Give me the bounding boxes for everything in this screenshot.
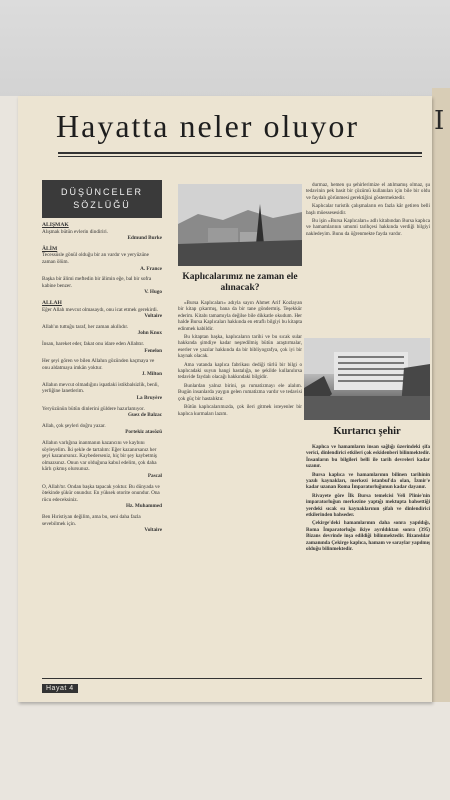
quote-item	[42, 514, 162, 534]
quote-author: A. France	[140, 265, 162, 272]
footer-rule	[42, 678, 422, 679]
paragraph: Bu kitaptan başka, kaplıcaların tarihi ve bu sıcak sular hakkında şimdiye kadar neşredilmiş bütün araştırmalar, eserler ve yazılar hakkında da bir bibliyografya, çok iyi bir kaynak olacak.	[178, 334, 302, 360]
paragraph: durmaz, hemen şu şehirlerimize el atılmamış olmaz, şu tedavinin pek basit bir çözümü kullanılan için bile bir oldu ve faydalı görünmesi gerektiğini göstermektedir.	[306, 182, 430, 201]
quote-item	[42, 324, 162, 337]
quote-item	[42, 382, 162, 402]
quote-keyword: ALLAH	[42, 299, 62, 306]
quote-text: Eğer Allah mevcut olmasaydı, onu icat etmek gerekirdi.	[42, 306, 158, 313]
paragraph: Kaplıca ve hamamların insan sağlığı üzerindeki şifa verici, dinlendirici etkileri çok eskidenberi bilinmektedir. İnsanların bu bilgileri belli ile tarih devreleri kadar uzanır.	[306, 444, 430, 470]
quote-author: Edmund Burke	[127, 235, 162, 242]
quote-item	[42, 358, 162, 378]
quote-author: Fenelon	[144, 347, 162, 354]
quote-item	[42, 423, 162, 436]
quote-text: Alışmak bütün evlerin dindiriri.	[42, 228, 108, 235]
sidebar-header	[42, 180, 162, 218]
quote-author: J. Milton	[141, 371, 162, 378]
quote-item	[42, 341, 162, 354]
quote-author: Voltaire	[144, 527, 162, 534]
next-page-letter: I	[434, 106, 445, 136]
paragraph: Bursa kaplıca ve hamamlarının bilinen tarihinin yazılı kaynakları, merkezi istanbul'da olan, İzmir'e kadar uzanan Roma İmparatorluğunun kadar dayanır.	[306, 471, 430, 491]
quote-author: Hz. Muhammed	[125, 503, 162, 510]
paragraph: Rivayete göre İlk Bursa temelcisi Veli Plinie'nin imparatorluğun merkezine yaptığı mektupta bahsettiği yerdeki sıcak su kaynaklarının şifalı ve dinlendirici etkilerinden bahseder.	[306, 492, 430, 519]
sidebar-title-line2: SÖZLÜĞÜ	[73, 200, 131, 210]
city-photo	[178, 184, 302, 266]
sidebar-quotes	[42, 222, 162, 534]
quote-keyword: ALIŞMAK	[42, 222, 69, 228]
quote-text: Tecessüsle gönül olduğu bir an vardır ve yeryüzüne zaman ölüm.	[42, 252, 149, 265]
sidebar-dictionary	[42, 180, 162, 680]
quote-author: Guez de Balzac	[128, 412, 162, 419]
article1-subhead: Kaplıcalarımız ne zaman ele alınacak?	[182, 272, 298, 293]
article1-column-b	[306, 182, 430, 332]
paragraph: Kaplıcalar turistik çalışmaların en fazla kâr getiren belli başlı müessesesidir.	[306, 203, 430, 216]
quote-author: John Knox	[137, 330, 162, 337]
quote-text: Allahın varlığına inanmanın kazancını ve kaybını söyleyelim. İki şekle de tartalım: Eğer kazanırsanız her şeyi kazanırsınız. Kaybederseniz, hiç bir şey kaybetmiş olmazsınız. Onun var olduğuna kabul edelim, çok daha kârlı çıkmış olursunuz.	[42, 440, 157, 473]
quote-text: Yeryüzünün bütün dinlerini güldere hazırlamıyor.	[42, 405, 145, 412]
quote-text: Başka bir âlimi meftedin bir âlimin eğe, bal bir sofra kabine benzer.	[42, 276, 152, 289]
background-top	[0, 0, 450, 96]
quote-keyword: ÂLİM	[42, 245, 58, 252]
quote-item	[42, 484, 162, 510]
headline-rule-thin	[58, 156, 422, 157]
quote-text: Allahın mevcut olmadığını ispatlaki istikbalsizlik, benli, yerliğine lanetlerim.	[42, 381, 159, 395]
page-headline: Hayatta neler oluyor	[56, 108, 359, 144]
quote-item	[42, 276, 162, 296]
quote-item	[42, 406, 162, 419]
article2-column	[306, 444, 430, 674]
magazine-page	[18, 96, 432, 702]
quote-item	[42, 222, 162, 242]
quote-item	[42, 246, 162, 272]
quote-text: Her şeyi gören ve bilen Allahın gözünden kaçmaya ve onu aldatmaya imkân yoktur.	[42, 358, 155, 371]
quote-text: Allah'ın tuttuğu taraf, her zaman akıllıdır.	[42, 323, 129, 330]
quote-author: La Bruyère	[136, 395, 162, 402]
article2-subhead: Kurtarıcı şehir	[333, 426, 401, 437]
quote-text: İnsan, hareket eder, fakat onu idare eden Allahtır.	[42, 340, 145, 347]
quote-text: Allah, çok şeyleri doğru yazar.	[42, 422, 106, 429]
sidebar-title-line1: DÜŞÜNCELER	[60, 187, 143, 197]
quote-author: Portekiz atasözü	[125, 429, 162, 436]
quote-text: O, Allah'tır. Ondan başka tapacak yoktur. Bu dünyada ve ötekinde şükür onundur. En yüksek otorite onundur. Ona rücu edeceksiniz.	[42, 483, 160, 503]
paragraph: Bunlardan yalnız birini, şu rumatizmayı ele alalım. Bugün insanlarda yaygın gelen rumatizma vardır ve tedavisi çok güç bir hastalıktır.	[178, 382, 302, 402]
quote-author: Pascal	[147, 473, 162, 479]
quote-text: Ben Hıristiyan değilim, ama bu, seni daha fazla sevebilmek için.	[42, 513, 141, 527]
paragraph: Ama vatanda kaplıca fabrikası dediği türlü bir bilgi o kaplıcadaki suyun hangi hastalığa, ne şekilde kullanılırsa tedavide faydalı olacağı hakkındaki bilgidir.	[178, 361, 302, 381]
quote-author: Voltaire	[144, 313, 162, 320]
paragraph: Çekirge'deki hamamlarının daha sonra yapıldığı, Roma İmparatorluğu ikiye ayrıldıktan sonra (395) Bizans devrinde inşa edildiği bilinmektedir. Bizanslılar zamanında Çekirge kaplıca, hamam ve saraylar yapılmış olduğu bilinmektedir.	[306, 520, 430, 553]
article1-column-a	[178, 300, 302, 674]
paragraph: Bütün kaplıcalarımızda, çok ileri gitmek isteyenler bir kaplıca kurmaları lazım.	[178, 404, 302, 417]
quote-author: V. Hugo	[144, 289, 162, 296]
paragraph: Bu işin «Bursa Kaplıcaları» adlı kitabından Bursa kaplıca ve hamamlarının umumi tarihçesi hakkında verdiği bilgiyi nakledeyim. Bunu da öğrenmekte fayda vardır.	[306, 218, 430, 237]
quote-item	[42, 440, 162, 480]
page-folio: Hayat 4	[42, 684, 78, 693]
paragraph: «Bursa Kaplıcaları» adıyla sayın Ahmet Arif Kozlayan bir kitap çıkarmış, bana da bir tane göndermiş. Teşekkür ederim. Kitabı tamamıyla değilse bile dikkatle okudum. Her halde Bursa Kaplıcaları hakkında en etraflı bilgiyi bu kitapta edinmek kabildir.	[178, 300, 302, 332]
headline-rule	[58, 152, 422, 154]
hotel-photo	[304, 338, 430, 420]
quote-item	[42, 300, 162, 320]
next-page-edge	[432, 88, 450, 702]
